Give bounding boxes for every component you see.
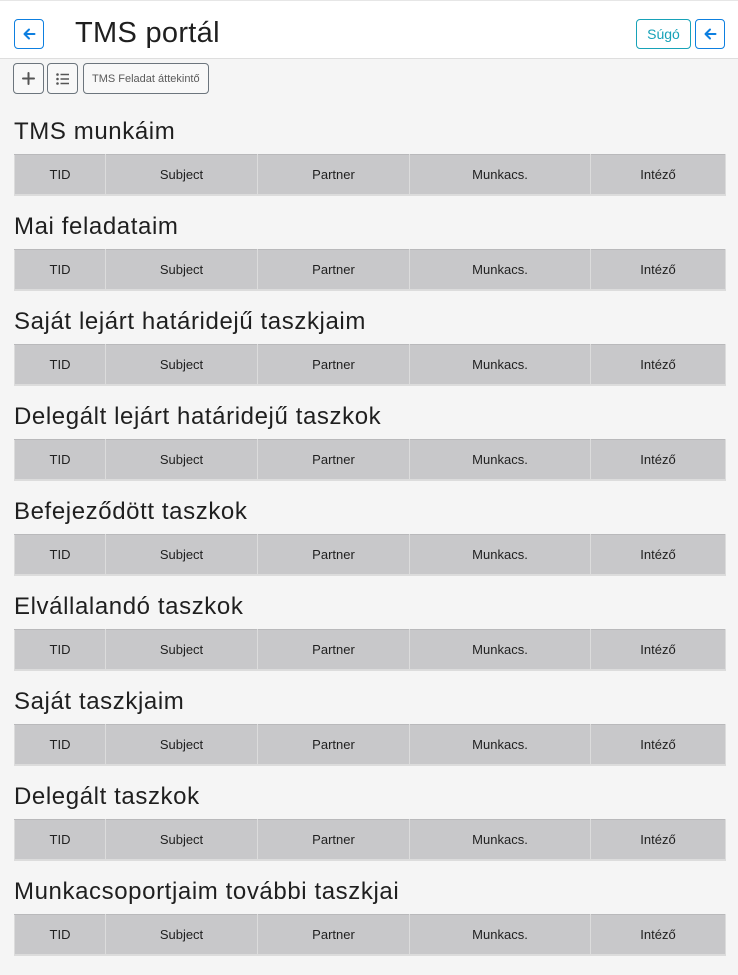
- task-section: [14, 780, 725, 875]
- column-header[interactable]: Intéző: [591, 440, 726, 481]
- section-title: Munkacsoportjaim további taszkjai: [14, 878, 400, 905]
- column-header[interactable]: Partner: [258, 630, 410, 671]
- task-table: [14, 534, 726, 576]
- section-title: Saját lejárt határidejű taszkjaim: [14, 308, 366, 335]
- table-header-row: [15, 155, 726, 196]
- column-header[interactable]: Subject: [106, 345, 258, 386]
- task-table: [14, 344, 726, 386]
- section-title: Delegált taszkok: [14, 783, 200, 810]
- column-header[interactable]: Munkacs.: [410, 250, 591, 291]
- column-header[interactable]: Subject: [106, 630, 258, 671]
- back-button[interactable]: [14, 19, 44, 49]
- task-section: [14, 305, 725, 400]
- column-header[interactable]: Intéző: [591, 345, 726, 386]
- column-header[interactable]: Munkacs.: [410, 440, 591, 481]
- top-navbar: [0, 0, 738, 59]
- column-header[interactable]: Intéző: [591, 630, 726, 671]
- column-header[interactable]: Subject: [106, 155, 258, 196]
- section-title: Befejeződött taszkok: [14, 498, 248, 525]
- column-header[interactable]: Partner: [258, 345, 410, 386]
- arrow-left-icon: [703, 27, 717, 41]
- toolbar: [13, 63, 209, 94]
- task-section: [14, 210, 725, 305]
- section-title: Delegált lejárt határidejű taszkok: [14, 403, 382, 430]
- task-table: [14, 249, 726, 291]
- task-section: [14, 590, 725, 685]
- column-header[interactable]: Partner: [258, 155, 410, 196]
- column-header[interactable]: TID: [15, 440, 106, 481]
- column-header[interactable]: Intéző: [591, 535, 726, 576]
- task-table: [14, 724, 726, 766]
- column-header[interactable]: Munkacs.: [410, 630, 591, 671]
- task-table: [14, 914, 726, 956]
- column-header[interactable]: TID: [15, 630, 106, 671]
- task-table: [14, 819, 726, 861]
- column-header[interactable]: TID: [15, 915, 106, 956]
- section-title: Mai feladataim: [14, 213, 179, 240]
- column-header[interactable]: Subject: [106, 535, 258, 576]
- task-section: [14, 875, 725, 970]
- back-button-right[interactable]: [695, 19, 725, 49]
- column-header[interactable]: TID: [15, 155, 106, 196]
- column-header[interactable]: Munkacs.: [410, 345, 591, 386]
- column-header[interactable]: Subject: [106, 725, 258, 766]
- column-header[interactable]: Intéző: [591, 725, 726, 766]
- column-header[interactable]: TID: [15, 725, 106, 766]
- section-title: TMS munkáim: [14, 118, 176, 145]
- column-header[interactable]: Intéző: [591, 915, 726, 956]
- column-header[interactable]: Partner: [258, 250, 410, 291]
- column-header[interactable]: Subject: [106, 250, 258, 291]
- table-header-row: [15, 345, 726, 386]
- task-table: [14, 629, 726, 671]
- arrow-left-icon: [22, 27, 36, 41]
- add-button[interactable]: [13, 63, 44, 94]
- page-title: TMS portál: [75, 17, 220, 49]
- list-icon: [56, 73, 70, 85]
- section-title: Saját taszkjaim: [14, 688, 185, 715]
- section-title: Elvállalandó taszkok: [14, 593, 244, 620]
- column-header[interactable]: Partner: [258, 440, 410, 481]
- column-header[interactable]: Intéző: [591, 250, 726, 291]
- column-header[interactable]: Munkacs.: [410, 535, 591, 576]
- task-table: [14, 154, 726, 196]
- column-header[interactable]: Intéző: [591, 820, 726, 861]
- column-header[interactable]: Munkacs.: [410, 915, 591, 956]
- column-header[interactable]: TID: [15, 820, 106, 861]
- column-header[interactable]: Subject: [106, 820, 258, 861]
- task-section: [14, 495, 725, 590]
- table-header-row: [15, 630, 726, 671]
- task-section: [14, 685, 725, 780]
- table-header-row: [15, 440, 726, 481]
- task-sections: [14, 115, 725, 970]
- column-header[interactable]: Subject: [106, 440, 258, 481]
- list-view-button[interactable]: [47, 63, 78, 94]
- task-section: [14, 115, 725, 210]
- column-header[interactable]: TID: [15, 535, 106, 576]
- help-button[interactable]: Súgó: [636, 19, 691, 49]
- column-header[interactable]: TID: [15, 345, 106, 386]
- column-header[interactable]: Munkacs.: [410, 725, 591, 766]
- column-header[interactable]: Partner: [258, 725, 410, 766]
- task-table: [14, 439, 726, 481]
- column-header[interactable]: Partner: [258, 535, 410, 576]
- table-header-row: [15, 915, 726, 956]
- table-header-row: [15, 535, 726, 576]
- column-header[interactable]: Partner: [258, 820, 410, 861]
- table-header-row: [15, 725, 726, 766]
- task-overview-button[interactable]: TMS Feladat áttekintő: [83, 63, 209, 94]
- table-header-row: [15, 250, 726, 291]
- column-header[interactable]: Intéző: [591, 155, 726, 196]
- task-section: [14, 400, 725, 495]
- column-header[interactable]: Partner: [258, 915, 410, 956]
- column-header[interactable]: Munkacs.: [410, 820, 591, 861]
- plus-icon: [22, 72, 35, 85]
- column-header[interactable]: Munkacs.: [410, 155, 591, 196]
- column-header[interactable]: Subject: [106, 915, 258, 956]
- table-header-row: [15, 820, 726, 861]
- column-header[interactable]: TID: [15, 250, 106, 291]
